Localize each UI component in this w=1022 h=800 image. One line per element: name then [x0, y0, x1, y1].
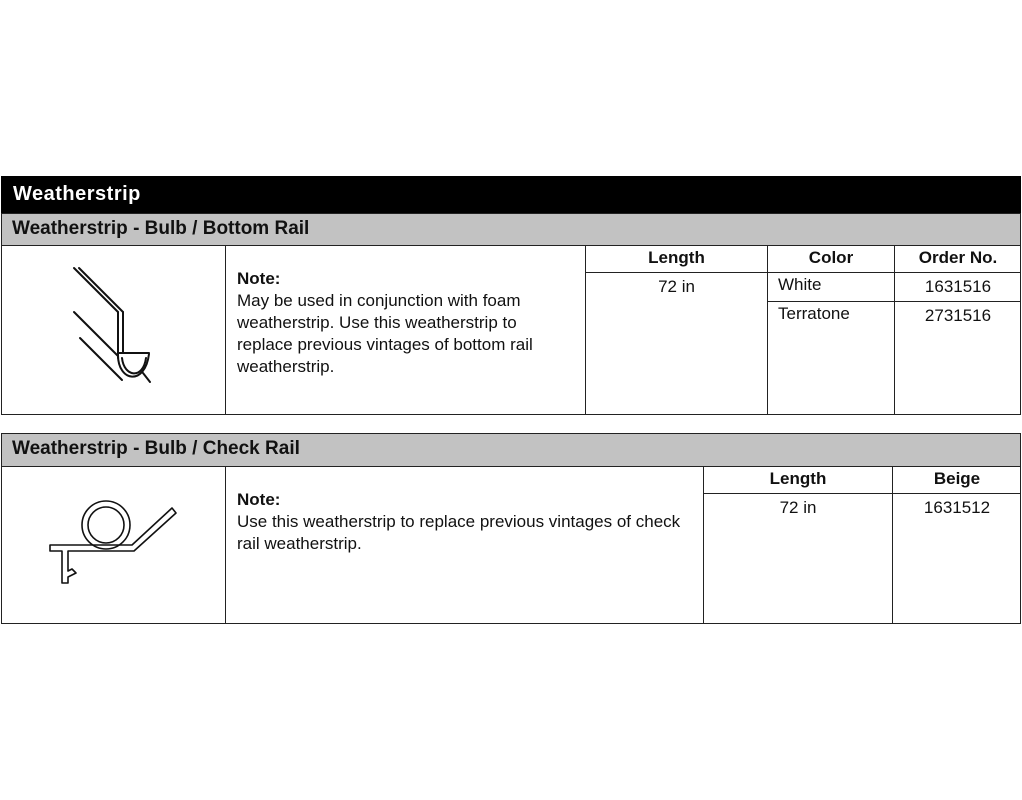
divider [585, 272, 1021, 273]
color-value: White [778, 275, 822, 294]
divider [767, 301, 1021, 302]
divider [703, 467, 704, 624]
divider [703, 493, 1021, 494]
column-header-color: Color [808, 248, 854, 267]
order-no-value: 1631512 [923, 498, 991, 517]
page-title: Weatherstrip [1, 176, 1021, 213]
divider [225, 246, 226, 415]
note-bottom-rail [237, 268, 572, 378]
note-label: Note: [237, 490, 281, 509]
column-header-length: Length [769, 469, 827, 488]
note-check-rail [237, 489, 697, 555]
divider [892, 467, 893, 624]
column-header-length: Length [648, 248, 705, 267]
section-title-bottom-rail: Weatherstrip - Bulb / Bottom Rail [1, 213, 1021, 246]
note-label: Note: [237, 269, 281, 288]
color-value: Terratone [778, 304, 850, 323]
note-text: Use this weatherstrip to replace previous vintages of check rail weatherstrip. [237, 512, 681, 553]
order-no-value: 2731516 [924, 306, 992, 325]
length-value: 72 in [658, 277, 695, 296]
order-no-value: 1631516 [924, 277, 992, 296]
section-title-check-rail: Weatherstrip - Bulb / Check Rail [1, 433, 1021, 467]
divider [225, 467, 226, 624]
length-value: 72 in [779, 498, 817, 517]
bulb-check-rail-profile-icon [46, 495, 181, 590]
column-header-order-no: Order No. [918, 248, 998, 267]
column-header-beige: Beige [933, 469, 981, 488]
bulb-bottom-rail-profile-icon [60, 262, 170, 392]
note-text: May be used in conjunction with foam weatherstrip. Use this weatherstrip to replace previous vintages of bottom rail weatherstrip. [237, 291, 533, 376]
